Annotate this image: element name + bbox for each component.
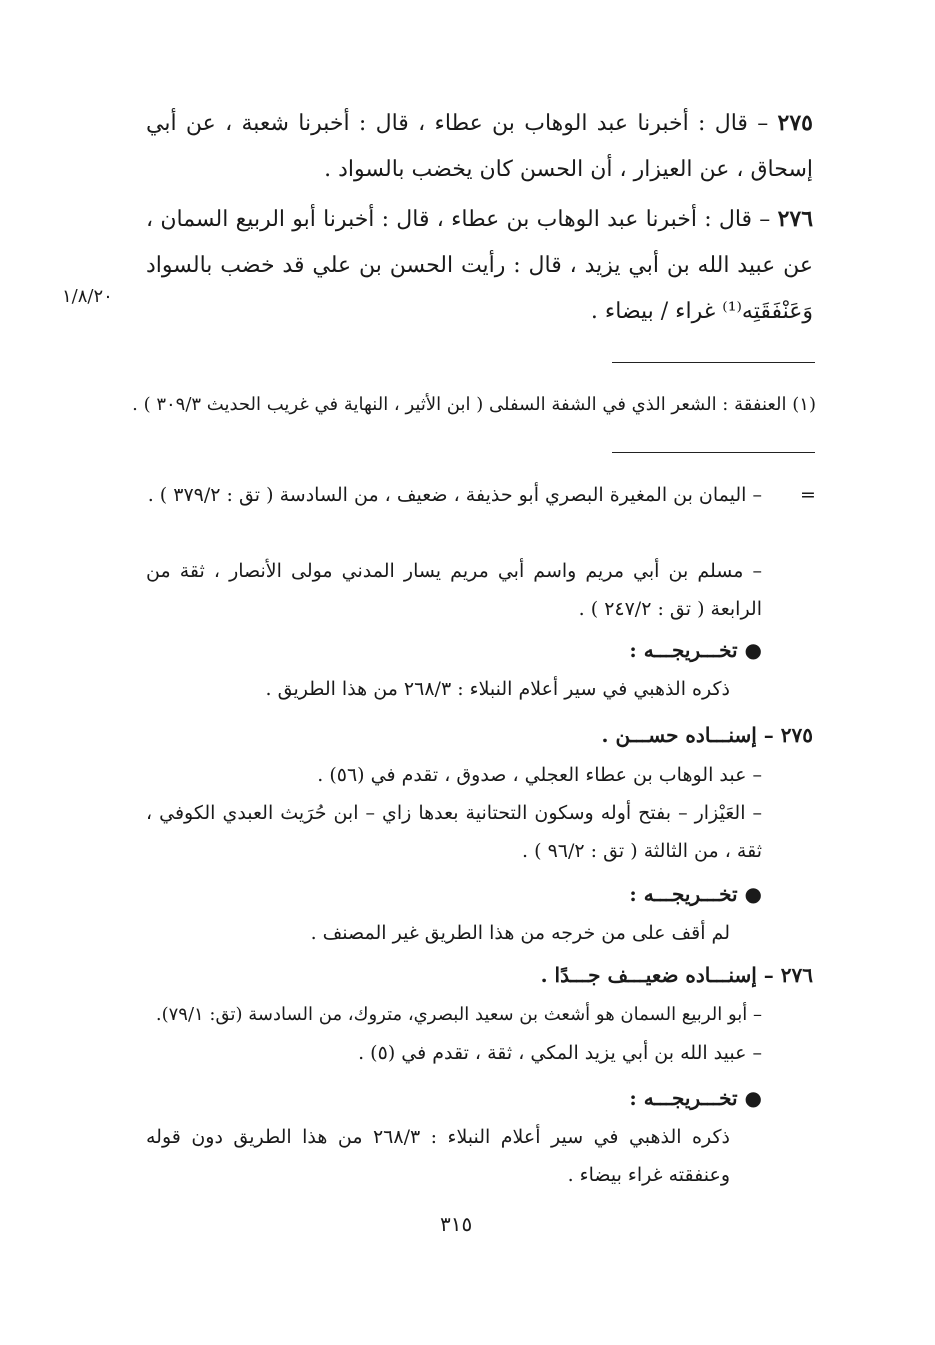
takhrij-heading: ● تخـــريجـــه : bbox=[629, 1086, 762, 1110]
takhrij-heading: ● تخـــريجـــه : bbox=[629, 638, 762, 662]
hadith-text: – قال : أخبرنا عبد الوهاب بن عطاء ، قال : أخبرنا شعبة ، عن أبي إسحاق ، عن العيزار ، أن الحسن كان يخضب بالسواد . bbox=[146, 111, 813, 182]
continuation-marker: = bbox=[800, 484, 816, 506]
isnad-heading-275: ٢٧٥ – إسنـــاده حســـن . bbox=[601, 723, 813, 747]
narrator-note: – أبو الربيع السمان هو أشعث بن سعيد البصري، متروك، من السادسة (تق: ٧٩/١). bbox=[155, 1004, 762, 1025]
hadith-number: ٢٧٦ bbox=[777, 206, 814, 232]
takhrij-text: ذكره الذهبي في سير أعلام النبلاء : ٢٦٨/٣ من هذا الطريق . bbox=[265, 678, 730, 700]
takhrij-text: ذكره الذهبي في سير أعلام النبلاء : ٢٦٨/٣ من هذا الطريق دون قوله وعنفقته غراء بيضاء . bbox=[146, 1126, 730, 1186]
footnote-separator bbox=[612, 362, 815, 363]
footnote: (١) العنفقة : الشعر الذي في الشفة السفلى ( ابن الأثير ، النهاية في غريب الحديث ٣٠٩/٣ ) . bbox=[132, 394, 816, 415]
narrator-note: – عبيد الله بن أبي يزيد المكي ، ثقة ، تقدم في (٥) . bbox=[358, 1042, 762, 1064]
page-number: ٣١٥ bbox=[440, 1212, 473, 1236]
narrator-note: – العَيْزار – بفتح أوله وسكون التحتانية بعدها زاي – ابن حُرَيث العبدي الكوفي ، ثقة ، من الثالثة ( تق : ٩٦/٢ ) . bbox=[146, 802, 762, 862]
narrator-note: – عبد الوهاب بن عطاء العجلي ، صدوق ، تقدم في (٥٦) . bbox=[317, 764, 762, 786]
takhrij-text: لم أقف على من خرجه من هذا الطريق غير المصنف . bbox=[310, 922, 730, 944]
commentary-separator bbox=[612, 452, 815, 453]
narrator-note: – اليمان بن المغيرة البصري أبو حذيفة ، ضعيف ، من السادسة ( تق : ٣٧٩/٢ ) . bbox=[147, 484, 762, 506]
hadith-number: ٢٧٥ bbox=[777, 110, 813, 136]
margin-reference: ١/٨/٢٠ bbox=[62, 286, 113, 307]
takhrij-heading: ● تخـــريجـــه : bbox=[629, 882, 762, 906]
hadith-275 bbox=[146, 100, 813, 193]
hadith-276 bbox=[146, 196, 813, 335]
isnad-heading-276: ٢٧٦ – إسنـــاده ضعيـــف جـــدًا . bbox=[540, 963, 813, 987]
hadith-text: – قال : أخبرنا عبد الوهاب بن عطاء ، قال : أخبرنا أبو الربيع السمان ، عن عبيد الله بن أبي يزيد ، قال : رأيت الحسن بن علي قد خضب بالسواد وَعَنْفَقَتِه⁽¹⁾ غراء / بيضاء . bbox=[146, 207, 813, 324]
narrator-note: – مسلم بن أبي مريم واسم أبي مريم يسار المدني مولى الأنصار ، ثقة من الرابعة ( تق : ٢٤٧/٢ ) . bbox=[146, 560, 762, 620]
